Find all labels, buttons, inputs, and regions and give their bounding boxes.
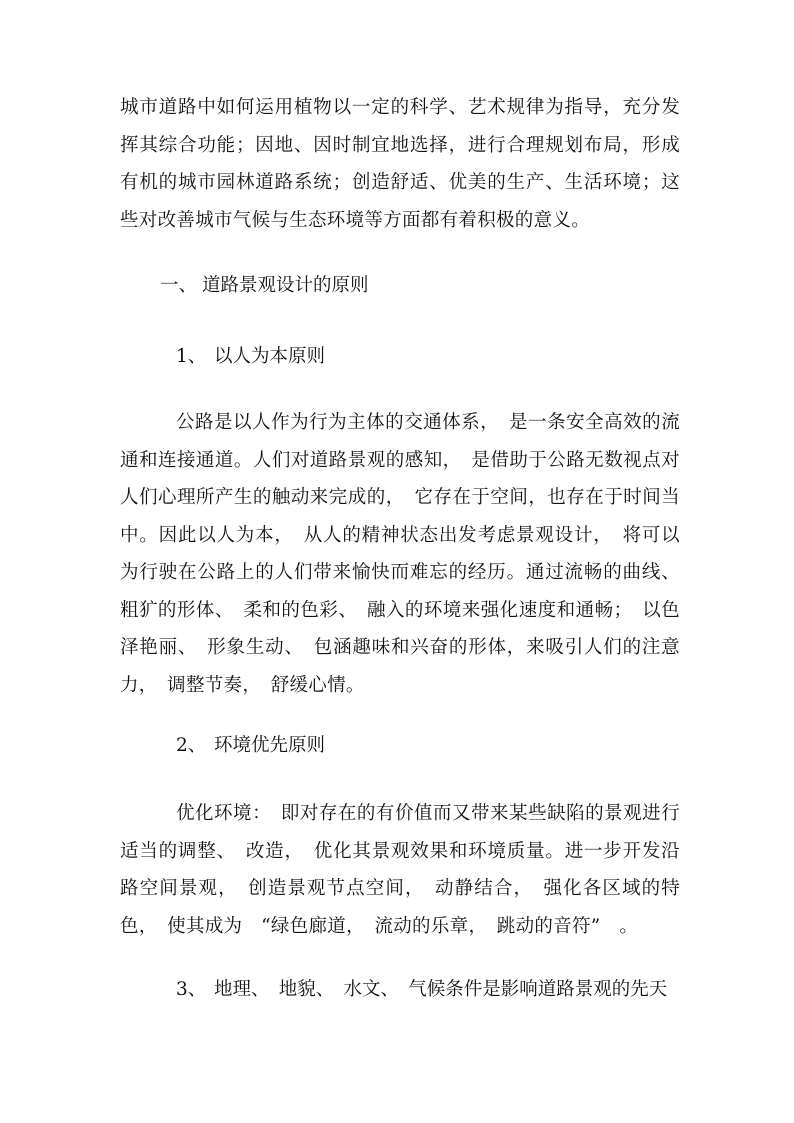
section-number: 一、 bbox=[160, 275, 198, 296]
section-title: 道路景观设计的原则 bbox=[202, 275, 369, 296]
principle-title: 地理、 地貌、 水文、 气候条件是影响道路景观的先天 bbox=[214, 979, 668, 1000]
principle-body-people-first: 公路是以人作为行为主体的交通体系， 是一条安全高效的流通和连接通道。人们对道路景观的感知， 是借助于公路无数视点对人们心理所产生的触动来完成的， 它存在于空间，也存在于时间当中。因此以人为本， 从人的精神状态出发考虑景观设计， 将可以为行驶在公路上的人们带来愉快而难忘的经历。通过流畅的曲线、粗犷的形体、 柔和的色彩、 融入的环境来强化速度和通畅； 以色泽艳丽、 形象生动、 包涵趣味和兴奋的形体，来吸引人们的注意力， 调整节奏， 舒缓心情。 bbox=[120, 412, 680, 696]
principle-heading-environment-first bbox=[176, 727, 325, 765]
principle-title: 以人为本原则 bbox=[214, 346, 326, 367]
principle-heading-people-first bbox=[176, 338, 325, 376]
principle-number: 1、 bbox=[176, 346, 207, 367]
principle-number: 2、 bbox=[176, 735, 207, 756]
principle-title: 环境优先原则 bbox=[214, 735, 326, 756]
intro-paragraph: 城市道路中如何运用植物以一定的科学、艺术规律为指导，充分发挥其综合功能；因地、因时制宜地选择，进行合理规划布局，形成有机的城市园林道路系统；创造舒适、优美的生产、生活环境；这些对改善城市气候与生态环境等方面都有着积极的意义。 bbox=[120, 97, 680, 231]
section-heading-principles bbox=[160, 267, 369, 305]
principle-heading-geography bbox=[176, 971, 667, 1009]
principle-number: 3、 bbox=[176, 979, 207, 1000]
principle-body-environment-first: 优化环境： 即对存在的有价值而又带来某些缺陷的景观进行适当的调整、 改造， 优化其景观效果和环境质量。进一步开发沿路空间景观， 创造景观节点空间， 动静结合， 强化各区域的特色， 使其成为 “绿色廊道， 流动的乐章， 跳动的音符” 。 bbox=[120, 803, 680, 937]
